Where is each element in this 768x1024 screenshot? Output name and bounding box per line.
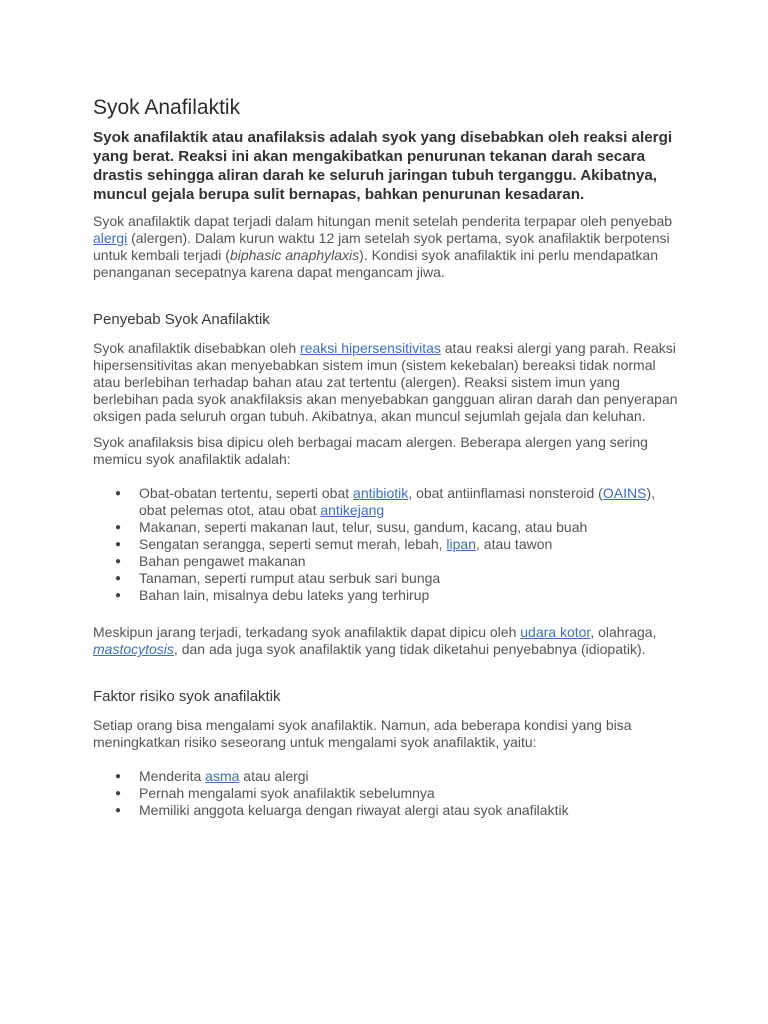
link-oains[interactable]: OAINS <box>602 485 647 501</box>
bullet-icon: ● <box>115 590 122 601</box>
allergen-list <box>93 485 683 604</box>
list-item: ● Makanan, seperti makanan laut, telur, susu, gandum, kacang, atau buah <box>115 519 588 535</box>
article <box>93 94 683 819</box>
page-title: Syok Anafilaktik <box>93 96 241 119</box>
list-item: ● Sengatan serangga, seperti semut merah, lebah, lipan, atau tawon <box>115 536 553 552</box>
risk-factor-list <box>93 768 683 819</box>
penyebab-paragraph-1: Syok anafilaktik disebabkan oleh reaksi hipersensitivitas atau reaksi alergi yang parah. Reaksi hipersensitivitas akan menyebabkan sistem imun (sistem kekebalan) bereaksi tidak normal atau berlebihan terhadap bahan atau zat tertentu (alergen). Reaksi sistem imun yang berlebihan pada syok anakfilaksis akan menyebabkan gangguan aliran darah dan penyerapan oksigen pada seluruh organ tubuh. Akibatnya, akan muncul sejumlah gejala dan keluhan. <box>93 340 678 424</box>
link-reaksi-hipersensitivitas[interactable]: reaksi hipersensitivitas <box>300 340 441 356</box>
penyebab-paragraph-3: Meskipun jarang terjadi, terkadang syok anafilaktik dapat dipicu oleh udara kotor, olahraga, mastocytosis, dan ada juga syok anafilaktik yang tidak diketahui penyebabnya (idiopatik). <box>93 624 657 657</box>
bullet-icon: ● <box>115 539 122 550</box>
section-heading-faktor-risiko: Faktor risiko syok anafilaktik <box>93 688 281 705</box>
list-item: ● Bahan lain, misalnya debu lateks yang terhirup <box>115 587 430 603</box>
bullet-icon: ● <box>115 488 122 499</box>
link-antibiotik[interactable]: antibiotik <box>353 485 409 501</box>
list-item: ● Menderita asma atau alergi <box>115 768 309 784</box>
link-lipan[interactable]: lipan <box>446 536 477 552</box>
faktor-risiko-paragraph: Setiap orang bisa mengalami syok anafilaktik. Namun, ada beberapa kondisi yang bisa meningkatkan risiko seseorang untuk mengalami syok anafilaktik, yaitu: <box>93 717 632 750</box>
bullet-icon: ● <box>115 573 122 584</box>
bullet-icon: ● <box>115 788 122 799</box>
lead-paragraph: Syok anafilaktik atau anafilaksis adalah syok yang disebabkan oleh reaksi alergi yang berat. Reaksi ini akan mengakibatkan penurunan tekanan darah secara drastis sehingga aliran darah ke seluruh jaringan tubuh terganggu. Akibatnya, muncul gejala berupa sulit bernapas, bahkan penurunan kesadaran. <box>93 129 673 203</box>
penyebab-paragraph-2: Syok anafilaksis bisa dipicu oleh berbagai macam alergen. Beberapa alergen yang sering memicu syok anafilaktik adalah: <box>93 434 648 467</box>
list-item: ● Memiliki anggota keluarga dengan riwayat alergi atau syok anafilaktik <box>115 802 569 818</box>
link-asma[interactable]: asma <box>205 768 240 784</box>
link-mastocytosis[interactable]: mastocytosis <box>93 641 174 657</box>
section-heading-penyebab: Penyebab Syok Anafilaktik <box>93 311 270 328</box>
list-item: ● Bahan pengawet makanan <box>115 553 306 569</box>
bullet-icon: ● <box>115 556 122 567</box>
bullet-icon: ● <box>115 522 122 533</box>
bullet-icon: ● <box>115 805 122 816</box>
biphasic-term: biphasic anaphylaxis <box>229 247 360 263</box>
bullet-icon: ● <box>115 771 122 782</box>
list-item: ● Pernah mengalami syok anafilaktik sebelumnya <box>115 785 435 801</box>
link-udara-kotor[interactable]: udara kotor <box>520 624 591 640</box>
intro-paragraph: Syok anafilaktik dapat terjadi dalam hitungan menit setelah penderita terpapar oleh penyebab alergi (alergen). Dalam kurun waktu 12 jam setelah syok pertama, syok anafilaktik berpotensi untuk kembali terjadi (biphasic anaphylaxis). Kondisi syok anafilaktik ini perlu mendapatkan penanganan secepatnya karena dapat mengancam jiwa. <box>93 213 673 280</box>
list-item: ● Obat-obatan tertentu, seperti obat antibiotik, obat antiinflamasi nonsteroid (OAINS), obat pelemas otot, atau obat antikejang <box>115 485 655 518</box>
list-item: ● Tanaman, seperti rumput atau serbuk sari bunga <box>115 570 441 586</box>
link-antikejang[interactable]: antikejang <box>320 502 385 518</box>
link-alergi[interactable]: alergi <box>93 230 128 246</box>
